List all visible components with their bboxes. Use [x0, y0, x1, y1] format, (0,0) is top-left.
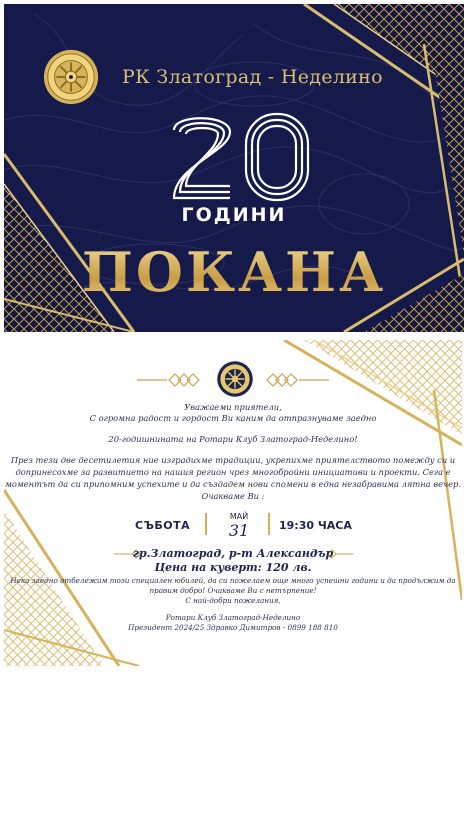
- rotary-wheel-logo-small: [216, 360, 254, 398]
- divider-left: [205, 513, 207, 535]
- intro-line: С огромна радост и гордост Ви каним да отпразнуваме заедно: [89, 413, 377, 423]
- body-line-3: моментът да си припомним успехите и да създадем нови спомени в една незабравима лятна вечер.: [4, 479, 462, 489]
- divider-right: [268, 513, 270, 535]
- anniversary-line: 20-годишнината на Ротари Клуб Златоград-Неделино!: [108, 434, 358, 444]
- club-name: РК Златоград - Неделино: [122, 66, 383, 88]
- invitation-title: ПОКАНА: [4, 240, 464, 304]
- ticket-price: Цена на куверт: 120 лв.: [154, 561, 312, 574]
- body-line-4: Очакваме Ви :: [201, 491, 265, 501]
- anniversary-number-text: 20: [166, 108, 168, 109]
- body-line-1: През тези две десетилетия ние изградихме традиции, укрепихме приятелството помежду си и: [10, 455, 456, 465]
- invitation-cover-card: [4, 4, 464, 332]
- rotary-wheel-logo: [42, 48, 100, 106]
- years-label: ГОДИНИ: [181, 204, 287, 226]
- signature-president: Президент 2024/25 Здравко Димитров - 0899 188 810: [128, 623, 338, 632]
- event-time: 19:30 ЧАСА: [279, 519, 352, 532]
- closing-line-3: С най-добри пожелания,: [185, 596, 281, 605]
- signature-club: Ротари Клуб Златоград-Неделино: [165, 613, 301, 622]
- event-month: МАЙ: [229, 512, 249, 521]
- invitation-details-card: [4, 340, 462, 666]
- body-line-2: допринесохме за развитието на нашия регион чрез многобройни инициативи и проекти. Сега е: [15, 467, 451, 477]
- anniversary-number-20: [166, 108, 316, 204]
- event-date-row: [4, 511, 462, 541]
- event-location: гр.Златоград, р-т Александър: [132, 547, 334, 560]
- event-weekday: СЪБОТА: [135, 519, 191, 532]
- event-day: 31: [228, 521, 250, 540]
- closing-line-2: правим добро! Очакваме Ви с нетърпение!: [149, 586, 317, 595]
- closing-line-1: Нека заедно отбележим този специален юбилей, да си пожелаем още много успешни години и да продължим да: [10, 576, 456, 585]
- greeting: Уважаеми приятели,: [184, 402, 282, 412]
